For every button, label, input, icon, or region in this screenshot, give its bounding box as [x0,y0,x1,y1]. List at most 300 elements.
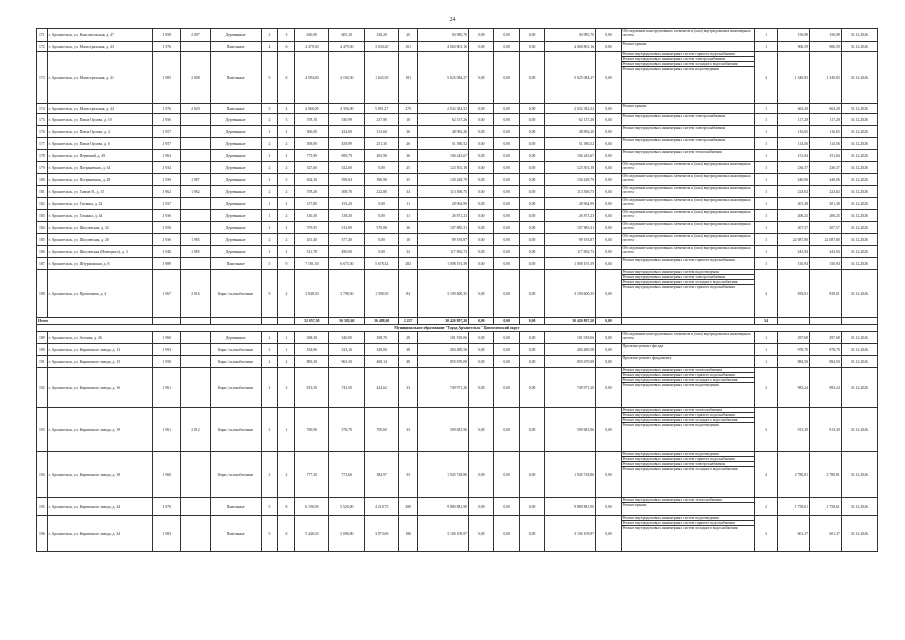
z1-cell: 0,00 [469,356,494,368]
y2-cell [181,138,211,150]
works-cell [621,42,754,52]
a1-cell: 634,30 [295,174,329,186]
n-cell: 195 [37,498,48,516]
p-cell: 25 [399,162,418,174]
a2-cell: 530,99 [329,114,365,126]
z1-cell: 0,00 [469,368,494,408]
fl-cell: 2 [261,452,278,498]
z4-cell: 0,00 [596,29,621,42]
works-cell [621,356,754,368]
mat-cell: Деревянные [210,174,261,186]
u1-cell: 839,01 [778,270,810,318]
a3-cell: 313,60 [365,126,399,138]
z2-cell: 0,00 [494,408,519,452]
works-cell [621,246,754,258]
cnt-cell: 3 [754,408,777,452]
en-cell: 6 [278,52,295,104]
table-row [37,174,878,186]
z1-cell: 0,00 [469,126,494,138]
en-cell: 2 [278,246,295,258]
z2-cell: 0,00 [494,126,519,138]
u1-cell: 201,38 [778,198,810,210]
a1-cell: 775,90 [295,150,329,162]
a1-cell: 578,26 [295,186,329,198]
z2-cell: 0,00 [494,114,519,126]
a3-cell: 0,00 [365,198,399,210]
table-row [37,408,878,452]
n-cell: 186 [37,246,48,258]
works-cell [621,198,754,210]
works-cell [621,186,754,198]
empty-cell [181,318,211,325]
fl-cell: 1 [261,210,278,222]
sum-cell: 101 918,06 [545,332,596,344]
work-item: Ремонт внутридомовых инженерных систем холодного водоснабжения [622,378,754,383]
cnt-cell: 1 [754,104,777,114]
works-cell [621,332,754,344]
cost-cell: 855 670,08 [418,356,469,368]
y2-cell [181,162,211,174]
fl-cell: 2 [261,368,278,408]
z2-cell: 0,00 [494,368,519,408]
work-item: Ремонт внутридомовых инженерных систем водоотведения [622,270,754,275]
cnt-cell: 4 [754,270,777,318]
addr-cell: г. Архангельск, ул. Тимме Я., д. 15 [47,186,153,198]
cost-cell: 509 681,96 [418,408,469,452]
fl-cell: 2 [261,114,278,126]
y1-cell: 1 956 [153,114,181,126]
u1-cell: 1 758,61 [778,498,810,516]
a1-cell: 4 479,30 [295,42,329,52]
addr-cell: г. Архангельск, ул. Павла Орлова, д. 10 [47,114,153,126]
fl-cell: 5 [261,258,278,270]
en-cell: 2 [278,210,295,222]
mat-cell: Деревянные [210,114,261,126]
p-cell: 280 [399,498,418,516]
cost-cell: 5 625 084,27 [418,52,469,104]
table-row [37,114,878,126]
z1-cell: 0,00 [469,186,494,198]
z3-cell: 0,00 [519,150,544,162]
work-item: Ремонт внутридомовых инженерных систем теплоснабжения [622,150,722,154]
z2-cell: 0,00 [494,234,519,246]
z4-cell: 0,00 [596,42,621,52]
cost-cell: 1 945 728,86 [418,452,469,498]
a2-cell: 4 356,00 [329,104,365,114]
empty-cell [810,318,842,325]
p-cell: 35 [399,174,418,186]
cost-cell: 123 501,18 [418,162,469,174]
date-cell: 31.12.2026 [841,162,877,174]
a3-cell: 237,90 [365,114,399,126]
z3-cell: 0,00 [519,408,544,452]
z1-cell: 0,00 [469,258,494,270]
z3-cell: 0,00 [519,210,544,222]
sum-cell: 494 489,58 [545,344,596,356]
y2-cell [181,332,211,344]
u1-cell: 240,06 [778,174,810,186]
en-cell: 2 [278,198,295,210]
mat-cell: Деревянные [210,186,261,198]
addr-cell: г. Архангельск, ул. Магистральная, д. 41 [47,52,153,104]
work-item: Ремонт внутридомовых инженерных систем теплоснабжения [622,498,754,503]
y1-cell: 1 950 [153,222,181,234]
date-cell: 31.12.2026 [841,150,877,162]
fl-cell: 4 [261,42,278,52]
cost-cell: 117 692,73 [418,246,469,258]
addr-cell: г. Архангельск, ул. Кирпичного завода, д. 19 [47,408,153,452]
y2-cell: 2 020 [181,104,211,114]
z3-cell: 0,00 [519,356,544,368]
cost-cell: 28 964,99 [418,198,469,210]
empty-cell [621,318,754,325]
mat-cell: Деревянные [210,210,261,222]
table-row [37,498,878,516]
y2-cell [181,344,211,356]
en-cell: 6 [278,42,295,52]
en-cell: 2 [278,186,295,198]
work-item: Обследование конструктивных элементов и (или) внутридомовых инженерных систем [622,29,751,37]
date-cell: 31.12.2026 [841,246,877,258]
z1-cell: 0,00 [469,198,494,210]
a3-cell: 468,14 [365,356,399,368]
a1-cell: 534,06 [295,344,329,356]
works-cell [621,138,754,150]
cnt-cell: 4 [754,452,777,498]
table-row [37,356,878,368]
z2-cell: 0,00 [494,344,519,356]
n-cell: 191 [37,356,48,368]
sum-cell: 106 243,67 [545,150,596,162]
work-item: Обследование конструктивных элементов и (или) внутридомовых инженерных систем [622,234,751,242]
fl-cell: 2 [261,234,278,246]
table-row [37,368,878,408]
a3-cell: 570,88 [365,222,399,234]
table-row [37,210,878,222]
n-cell: 190 [37,344,48,356]
z1-cell: 0,00 [469,104,494,114]
cnt-cell: 1 [754,258,777,270]
en-cell: 2 [278,234,295,246]
a1-total: 52 057,50 [295,318,329,325]
a1-cell: 578,10 [295,114,329,126]
z3-cell: 0,00 [519,162,544,174]
addr-cell: г. Архангельск, ул. Штурманская, д. 8 [47,258,153,270]
z1-cell: 0,00 [469,210,494,222]
mat-cell: Панельные [210,258,261,270]
n-cell: 183 [37,210,48,222]
cost-cell: 130 428,79 [418,174,469,186]
cost-cell: 2 032 382,52 [418,104,469,114]
n-cell: 182 [37,198,48,210]
cnt-cell: 1 [754,186,777,198]
addr-cell: г. Архангельск, ул. Прокопьева, д. 4 [47,270,153,318]
cost-cell: 51 580,52 [418,138,469,150]
work-item: Ремонт внутридомовых инженерных систем горячего водоснабжения [622,457,754,462]
sum-cell: 2 032 382,52 [545,104,596,114]
z2-cell: 0,00 [494,210,519,222]
p-cell: 84 [399,270,418,318]
date-cell: 31.12.2026 [841,174,877,186]
n-cell: 177 [37,138,48,150]
y1-cell: 1 958 [153,29,181,42]
a1-cell: 579,95 [295,222,329,234]
work-item: Ремонт крыши [622,502,647,507]
p-cell: 33 [399,408,418,452]
a2-cell: 458,99 [329,138,365,150]
z1-cell: 0,00 [469,29,494,42]
u1-cell: 116,65 [778,126,810,138]
p-cell: 18 [399,234,418,246]
cost-cell: 494 489,58 [418,344,469,356]
a3-cell: 384,97 [365,452,399,498]
u2-cell: 913,30 [810,408,842,452]
date-cell: 31.12.2026 [841,270,877,318]
n-cell: 171 [37,29,48,42]
y2-cell: 2 007 [181,29,211,42]
y1-cell: 1 939 [153,174,181,186]
fl-cell: 5 [261,52,278,104]
a2-total: 50 382,60 [329,318,365,325]
z2-cell: 0,00 [494,150,519,162]
cnt-cell: 1 [754,344,777,356]
z1-cell: 0,00 [469,452,494,498]
z3-cell: 0,00 [519,42,544,52]
sum-cell: 51 580,52 [545,138,596,150]
cnt-cell: 3 [754,368,777,408]
a2-cell: 153,20 [329,198,365,210]
y1-cell: 1 957 [153,138,181,150]
en-cell: 2 [278,270,295,318]
fl-cell: 1 [261,198,278,210]
y1-cell: 1 983 [153,516,181,552]
work-item: Проектно-ремонт фундамента [622,356,672,360]
works-cell [621,162,754,174]
work-item: Ремонт внутридомовых инженерных систем теплоснабжения [622,368,754,373]
table-row [37,198,878,210]
fl-cell: 2 [261,150,278,162]
z2-cell: 0,00 [494,29,519,42]
z4-cell: 0,00 [596,198,621,210]
fl-cell: 2 [261,126,278,138]
mat-cell: Кирп./ шлакоблочные [210,344,261,356]
a2-cell: 5 520,00 [329,498,365,516]
z3-cell: 0,00 [519,52,544,104]
mat-cell: Кирп./ шлакоблочные [210,368,261,408]
y1-cell: 1 976 [153,42,181,52]
a1-cell: 157,80 [295,198,329,210]
n-cell: 176 [37,126,48,138]
p-cell: 26 [399,138,418,150]
p-cell: 11 [399,198,418,210]
y2-cell [181,126,211,138]
cnt-cell: 1 [754,126,777,138]
cnt-cell: 1 [754,29,777,42]
y1-cell: 1 936 [153,210,181,222]
a1-cell: 5 446,30 [295,516,329,552]
u1-cell: 156,98 [778,29,810,42]
p-cell: 186 [399,516,418,552]
page-number: 24 [449,17,456,23]
y1-cell: 1 937 [153,198,181,210]
a3-cell: 4 218,75 [365,498,399,516]
y1-cell: 1 960 [153,452,181,498]
n-cell: 194 [37,452,48,498]
addr-cell: г. Архангельск, ул. Шкулевская (Немецкого), д. 3 [47,246,153,258]
u1-cell: 884,50 [778,356,810,368]
p-cell: 282 [399,258,418,270]
empty-cell [778,318,810,325]
table-row [37,150,878,162]
n-cell: 185 [37,234,48,246]
p-cell: 38 [399,344,418,356]
n-cell: 184 [37,222,48,234]
n-cell: 173 [37,52,48,104]
addr-cell: г. Архангельск, ул. Кирпичного завода, д. 18 [47,452,153,498]
sum-cell: 107 885,31 [545,222,596,234]
p-cell: 26 [399,126,418,138]
u1-cell: 236,37 [778,162,810,174]
fl-cell: 2 [261,29,278,42]
z4-cell: 0,00 [596,356,621,368]
addr-cell: г. Архангельск, ул. Первомай, д. 49 [47,150,153,162]
y1-cell: 1 934 [153,162,181,174]
z1-cell: 0,00 [469,114,494,126]
a3-cell: 238,20 [365,29,399,42]
a2-cell: 963,30 [329,356,365,368]
a1-cell: 3 948,30 [295,270,329,318]
a1-cell: 760,90 [295,408,329,452]
date-cell: 31.12.2026 [841,126,877,138]
z4-cell: 0,00 [596,138,621,150]
z2-cell: 0,00 [494,162,519,174]
work-item: Обследование конструктивных элементов и (или) внутридомовых инженерных систем [622,162,751,170]
y1-cell: 1 963 [153,150,181,162]
sum-cell: 4 060 801,16 [545,42,596,52]
u2-cell: 117,28 [810,114,842,126]
u1-cell: 151,84 [778,150,810,162]
z4-cell: 0,00 [596,368,621,408]
a1-cell: 813,50 [295,368,329,408]
u2-cell: 297,68 [810,332,842,344]
fl-cell: 9 [261,270,278,318]
a3-cell: 0,00 [365,234,399,246]
fl-cell: 5 [261,498,278,516]
addr-cell: г. Архангельск, ул. Павла Орлова, д. 6 [47,138,153,150]
a3-cell: 709,60 [365,408,399,452]
table-row [37,344,878,356]
y2-cell: 2 012 [181,408,211,452]
z3-cell: 0,00 [519,198,544,210]
y1-cell: 1 985 [153,52,181,104]
u2-cell: 114,56 [810,138,842,150]
a2-cell: 699,79 [329,150,365,162]
en-cell: 3 [278,29,295,42]
y2-cell [181,356,211,368]
work-item: Ремонт внутридомовых инженерных систем водоотведения [622,66,719,71]
a2-cell: 772,60 [329,452,365,498]
u2-cell: 156,98 [810,29,842,42]
u1-cell: 297,68 [778,332,810,344]
z2-cell: 0,00 [494,104,519,114]
a1-cell: 4 594,60 [295,52,329,104]
z4-cell: 0,00 [596,210,621,222]
table-row [37,258,878,270]
work-item: Ремонт внутридомовых инженерных систем горячего водоснабжения [622,373,754,378]
p-cell: 22 [399,246,418,258]
cost-cell: 4 060 801,16 [418,42,469,52]
work-item: Ремонт внутридомовых инженерных систем водоотведения [622,516,754,521]
cnt-cell: 4 [754,52,777,104]
works-cell [621,174,754,186]
n-cell: 192 [37,368,48,408]
cnt-cell: 1 [754,138,777,150]
a3-cell: 424,62 [365,368,399,408]
z4-cell: 0,00 [596,150,621,162]
z4-cell: 0,00 [596,234,621,246]
addr-cell: г. Архангельск, ул. Магистральная, д. 43 [47,42,153,52]
a3-cell: 0,00 [365,246,399,258]
a2-cell: 138,30 [329,210,365,222]
y2-cell [181,114,211,126]
works-cell [621,516,754,552]
a1-cell: 4 066,00 [295,104,329,114]
works-cell [621,52,754,104]
u2-cell: 150,94 [810,258,842,270]
cost-cell: 62 137,26 [418,114,469,126]
mat-cell: Панельные [210,42,261,52]
fl-cell: 2 [261,174,278,186]
cnt-cell: 1 [754,150,777,162]
date-cell: 31.12.2026 [841,234,877,246]
cnt-cell: 1 [754,162,777,174]
n-cell: 174 [37,104,48,114]
z2-cell: 0,00 [494,198,519,210]
fl-cell: 5 [261,516,278,552]
total-row [37,318,878,325]
fl-cell: 2 [261,246,278,258]
u1-cell: 223,62 [778,186,810,198]
addr-cell: г. Архангельск, ул. Павла Орлова, д. 4 [47,126,153,138]
u1-cell: 243,94 [778,246,810,258]
en-cell: 2 [278,452,295,498]
addr-cell: г. Архангельск, ул. Пограничная, д. 28 [47,174,153,186]
u2-cell: 243,94 [810,246,842,258]
z4-cell: 0,00 [596,174,621,186]
cnt-cell: 1 [754,174,777,186]
work-item: Ремонт внутридомовых инженерных систем холодного водоснабжения [622,525,738,530]
y2-cell: 1 985 [181,234,211,246]
z3-cell: 0,00 [519,222,544,234]
y2-cell [181,150,211,162]
addr-cell: г. Архангельск, ул. Тиханка, д. 44 [47,210,153,222]
y1-cell: 1 958 [153,356,181,368]
cnt-cell: 2 [754,498,777,516]
u2-cell: 978,70 [810,344,842,356]
en-cell: 6 [278,516,295,552]
cnt-cell: 1 [754,198,777,210]
z4-cell: 0,00 [596,258,621,270]
z1-cell: 0,00 [469,174,494,186]
table-row [37,42,878,52]
section-header-row [37,325,878,332]
addr-cell: г. Архангельск, ул. Зеленая, д. 26 [47,332,153,344]
addr-cell: г. Архангельск, ул. Пограничная, д. 34 [47,162,153,174]
u1-cell: 1 340,83 [778,52,810,104]
table-row [37,104,878,114]
empty-cell [278,318,295,325]
table-row [37,222,878,234]
